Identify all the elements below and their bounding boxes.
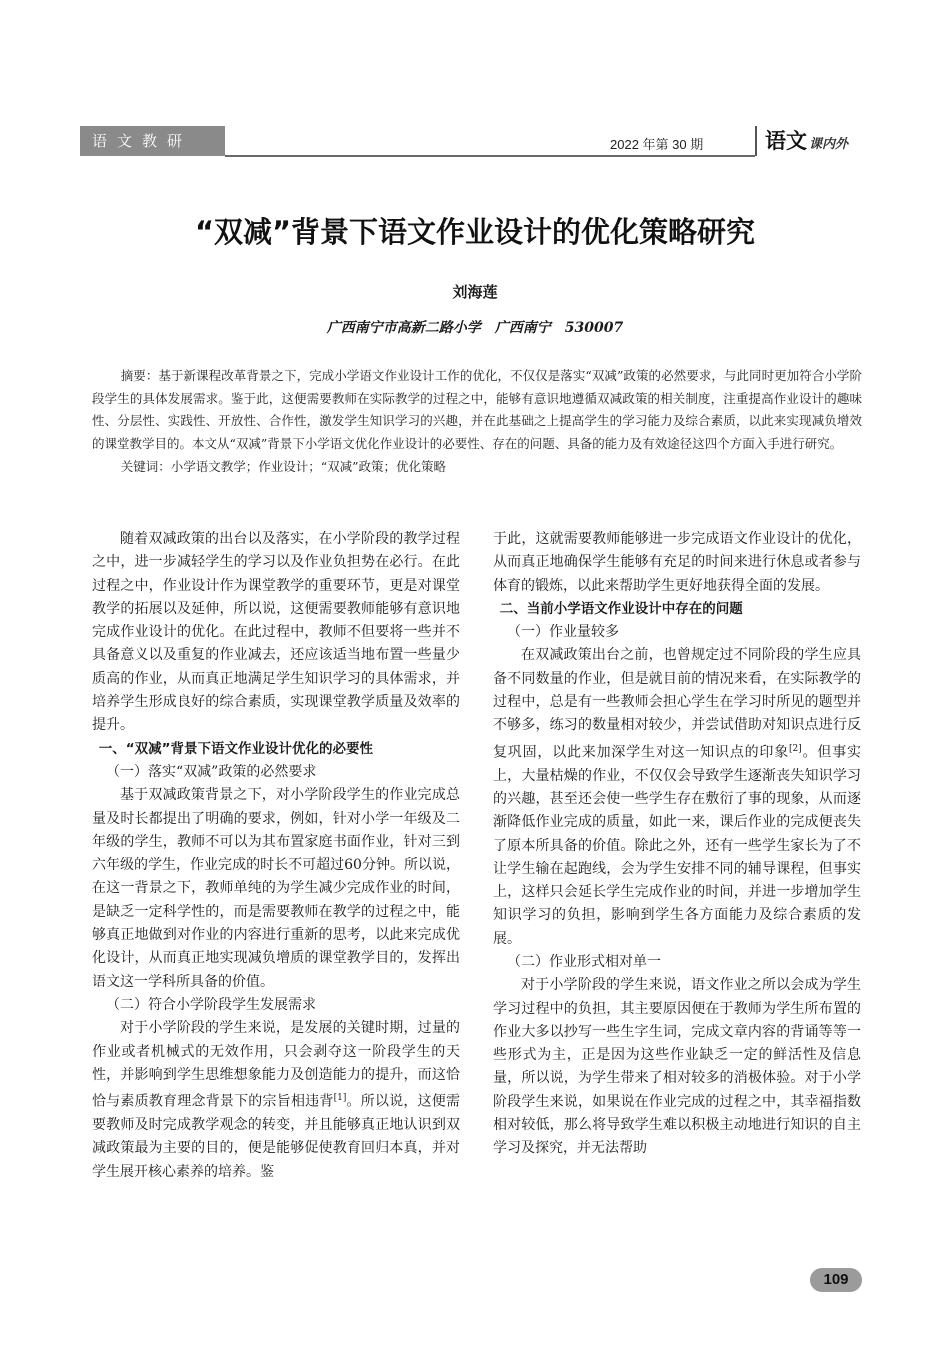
paragraph: 对于小学阶段的学生来说，语文作业之所以会成为学生学习过程中的负担，其主要原因便在于教师为学生所布置的作业大多以抄写一些生字生词，完成文章内容的背诵等等一些形式为主，正是因为这些作业缺乏一定的鲜活性及信息量，所以说，为学生带来了相对较多的消极体验。对于小学阶段学生来说，如果说在作业完成的过程之中，其幸福指数相对较低，那么将导致学生难以积极主动地进行知识的自主学习及探究，并无法帮助 xyxy=(493,977,861,1157)
paragraph-text: 。但事实上，大量枯燥的作业，不仅仅会导致学生逐渐丧失知识学习的兴趣，甚至还会使一些学生存在敷衍了事的现象，从而逐渐降低作业完成的质量，如此一来，课后作业的完成便丧失了原本所具备的价值。除此之外，还有一些学生家长为了不让学生输在起跑线，会为学生安排不同的辅导课程，但事实上，这样只会延长学生完成作业的时间，并进一步增加学生知识学习的负担，影响到学生各方面能力及综合素质的发展。 xyxy=(493,744,862,947)
logo-sub-text: 课内外 xyxy=(809,137,849,152)
issue-number: 2022 年第 30 期 xyxy=(610,137,704,152)
author-name: 刘海莲 xyxy=(452,283,498,301)
subsection-heading: （一）作业量较多 xyxy=(507,624,619,641)
section-heading: 一、“双减”背景下语文作业设计优化的必要性 xyxy=(98,740,373,757)
article-title: “双减”背景下语文作业设计的优化策略研究 xyxy=(194,215,756,249)
section-tab: 语文教研 xyxy=(80,126,225,156)
paragraph xyxy=(92,1017,460,1184)
citation-ref: [1] xyxy=(333,1093,347,1104)
abstract-block xyxy=(92,365,862,479)
subsection-heading: （二）符合小学阶段学生发展需求 xyxy=(106,996,316,1013)
running-header xyxy=(80,126,865,158)
logo-main-text: 语文 xyxy=(765,128,807,153)
paragraph-text: 。所以说，这便需要教师及时完成教学观念的转变，并且能够真正地认识到双减政策最为主要的目的，便是能够促使教育回归本真，并对学生展开核心素养的培养。鉴 xyxy=(92,1093,461,1180)
header-rule xyxy=(225,155,755,157)
body-column-right xyxy=(493,528,861,1161)
author-affiliation: 广西南宁市高新二路小学 广西南宁 530007 xyxy=(326,320,624,336)
paragraph xyxy=(493,644,861,951)
abstract-text: 摘要：基于新课程改革背景之下，完成小学语文作业设计工作的优化，不仅仅是落实“双减”政策的必然要求，与此同时更加符合小学阶段学生的具体发展需求。鉴于此，这便需要教师在实际教学的过程之中，能够有意识地遵循双减政策的相关制度，注重提高作业设计的趣味性、分层性、实践性、开放性、合作性，激发学生知识学习的兴趣，并在此基础之上提高学生的学习能力及综合素质，以此来实现减负增效的课堂教学目的。本文从“双减”背景下小学语文优化作业设计的必要性、存在的问题、具备的能力及有效途径这四个方面入手进行研究。 xyxy=(92,368,862,452)
section-heading: 二、当前小学语文作业设计中存在的问题 xyxy=(499,600,743,617)
keywords-text: 关键词：小学语文教学；作业设计；“双减”政策；优化策略 xyxy=(120,458,447,474)
page-number: 109 xyxy=(810,1268,862,1292)
paragraph: 随着双减政策的出台以及落实，在小学阶段的教学过程之中，进一步减轻学生的学习以及作业负担势在必行。在此过程之中，作业设计作为课堂教学的重要环节，更是对课堂教学的拓展以及延伸，所以说，这便需要教师能够有意识地完成作业设计的优化。在此过程中，教师不但要将一些并不具备意义以及重复的作业减去，还应该适当地布置一些量少质高的作业，从而真正地满足学生知识学习的具体需求，并培养学生形成良好的综合素质，实现课堂教学质量及效率的提升。 xyxy=(92,531,460,734)
journal-logo xyxy=(755,126,865,156)
paragraph-text: 在双减政策出台之前，也曾规定过不同阶段的学生应具备不同数量的作业，但是就目前的情况来看，在实际教学的过程中，总是有一些教师会担心学生在学习时所见的题型并不够多，练习的数量相对较少，并尝试借助对知识点进行反复巩固，以此来加深学生对这一知识点的印象 xyxy=(493,647,861,761)
citation-ref: [2] xyxy=(789,743,802,754)
subsection-heading: （一）落实“双减”政策的必然要求 xyxy=(106,763,317,780)
subsection-heading: （二）作业形式相对单一 xyxy=(507,954,661,970)
body-column-left xyxy=(92,528,460,1184)
paragraph: 于此，这就需要教师能够进一步完成语文作业设计的优化，从而真正地确保学生能够有充足的时间来进行休息或者参与体育的锻炼，以此来帮助学生更好地获得全面的发展。 xyxy=(493,531,861,594)
paragraph: 基于双减政策背景之下，对小学阶段学生的作业完成总量及时长都提出了明确的要求，例如，针对小学一年级及二年级的学生，教师不可以为其布置家庭书面作业，针对三到六年级的学生，作业完成的时长不可超过60分钟。所以说，在这一背景之下，教师单纯的为学生减少完成作业的时间，是缺乏一定科学性的，而是需要教师在教学的过程之中，能够真正地做到对作业的内容进行重新的思考，以此来完成优化设计，从而真正地实现减负增质的课堂教学目的，发挥出语文这一学科所具备的价值。 xyxy=(92,787,460,990)
paragraph-text: 对于小学阶段的学生来说，是发展的关键时期，过量的作业或者机械式的无效作用，只会剥夺这一阶段学生的天性，并影响到学生思维想象能力及创造能力的提升，而这恰恰与素质教育理念背景下的宗旨相违背 xyxy=(92,1020,460,1110)
